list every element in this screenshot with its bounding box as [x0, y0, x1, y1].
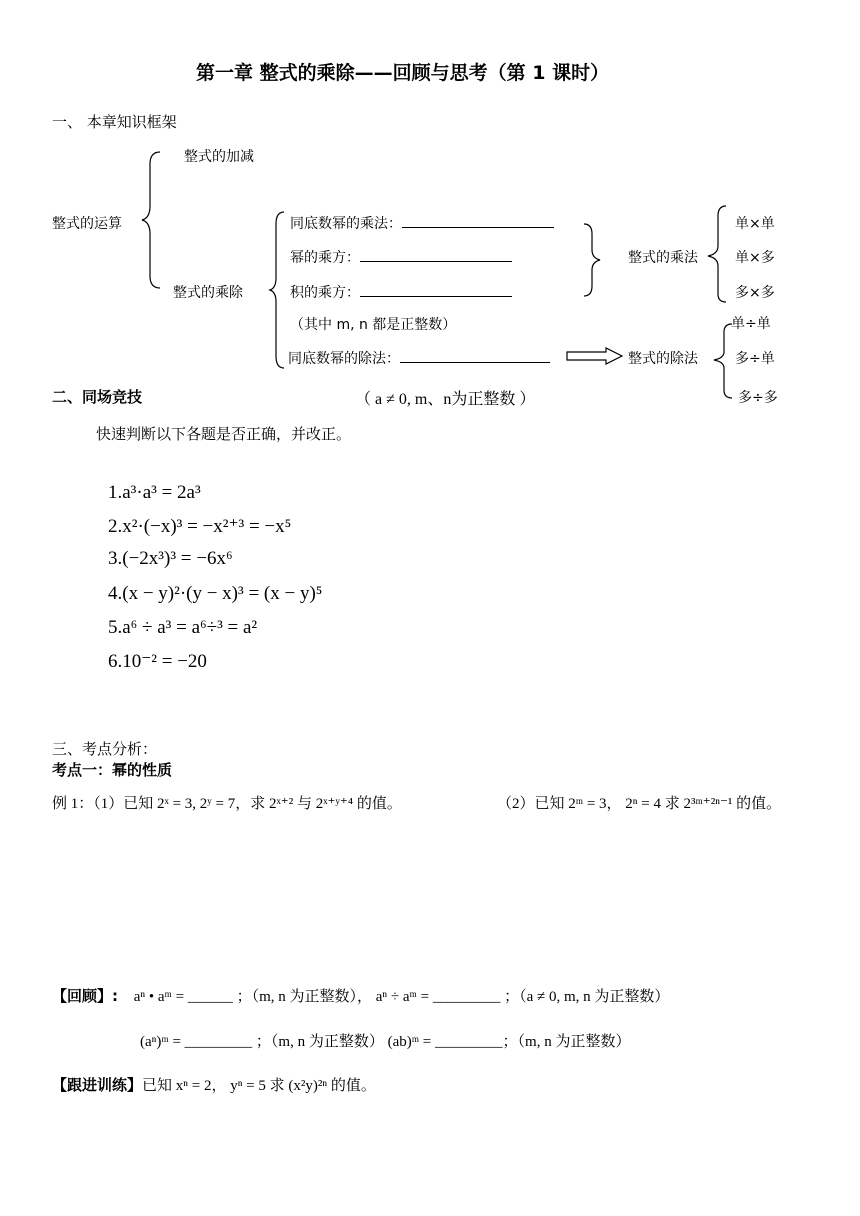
blank-2[interactable] [360, 247, 512, 262]
brace-main [140, 150, 170, 290]
training-label: 【跟进训练】 [52, 1076, 143, 1094]
rule-power-of-power: 幂的乘方： [290, 247, 512, 267]
mul-type-1: 单×单 [735, 216, 775, 232]
problem-2: 2.x²·(−x)³ = −x²⁺³ = −x⁵ [108, 516, 292, 537]
section1-heading: 一、 本章知识框架 [52, 113, 177, 131]
blank-4[interactable] [400, 348, 550, 363]
arrow-icon [566, 347, 626, 367]
rule-power-of-product: 积的乘方： [290, 282, 512, 302]
node-poly-mul: 整式的乘法 [628, 250, 698, 266]
section2-heading: 二、同场竞技 [52, 388, 143, 406]
brace-mul-group [582, 222, 612, 298]
brace-mul-types [704, 204, 734, 304]
problem-1: 1.a³·a³ = 2a³ [108, 482, 201, 503]
div-type-3: 多÷多 [738, 390, 778, 406]
div-type-1: 单÷单 [731, 316, 771, 332]
brace-div-types [710, 322, 736, 402]
section3-heading: 三、考点分析： [52, 740, 158, 758]
problem-6: 6.10⁻² = −20 [108, 651, 207, 672]
problem-4: 4.(x − y)²·(y − x)³ = (x − y)⁵ [108, 583, 323, 604]
problem-3: 3.(−2x³)³ = −6x⁶ [108, 548, 233, 569]
review-label: 【回顾】: [52, 987, 118, 1005]
rule-same-base-div: 同底数幂的除法： [288, 348, 550, 368]
review-text-1: aⁿ • aᵐ = ______ ；（m, n 为正整数）， aⁿ ÷ aᵐ = _________ ；（a ≠ 0, m, n 为正整数） [133, 989, 670, 1005]
training-line [52, 1074, 376, 1095]
rule-note: （其中 m, n 都是正整数） [290, 317, 457, 333]
blank-1[interactable] [402, 213, 554, 228]
node-add-sub: 整式的加减 [184, 149, 254, 165]
node-poly-div: 整式的除法 [628, 351, 698, 367]
section2-instruction: 快速判断以下各题是否正确，并改正。 [96, 425, 352, 443]
review-line-2: (aⁿ)ᵐ = _________ ；（m, n 为正整数） (ab)ᵐ = _________；（m, n 为正整数） [140, 1034, 631, 1050]
example-2: （2）已知 2ᵐ = 3， 2ⁿ = 4 求 2³ᵐ⁺²ⁿ⁻¹ 的值。 [497, 796, 782, 812]
example-1: 例 1：（1）已知 2ˣ = 3, 2ʸ = 7，求 2ˣ⁺² 与 2ˣ⁺ʸ⁺⁴ 的值。 [52, 796, 402, 812]
page-title: 第一章 整式的乘除——回顾与思考（第 1 课时） [196, 62, 610, 84]
training-text: 已知 xⁿ = 2， yⁿ = 5 求 (x²y)²ⁿ 的值。 [142, 1078, 376, 1094]
review-line-1 [52, 985, 669, 1006]
mul-type-2: 单×多 [735, 250, 775, 266]
blank-3[interactable] [360, 282, 512, 297]
rule-same-base-mul: 同底数幂的乘法： [290, 213, 554, 233]
node-root: 整式的运算 [52, 216, 122, 232]
point1-title: 考点一：幂的性质 [52, 761, 173, 779]
node-mul-div: 整式的乘除 [173, 285, 243, 301]
problem-5: 5.a⁶ ÷ a³ = a⁶÷³ = a² [108, 617, 258, 638]
section2-condition: （ a ≠ 0, m、n为正整数 ） [355, 391, 536, 408]
div-type-2: 多÷单 [735, 351, 775, 367]
mul-type-3: 多×多 [735, 285, 775, 301]
